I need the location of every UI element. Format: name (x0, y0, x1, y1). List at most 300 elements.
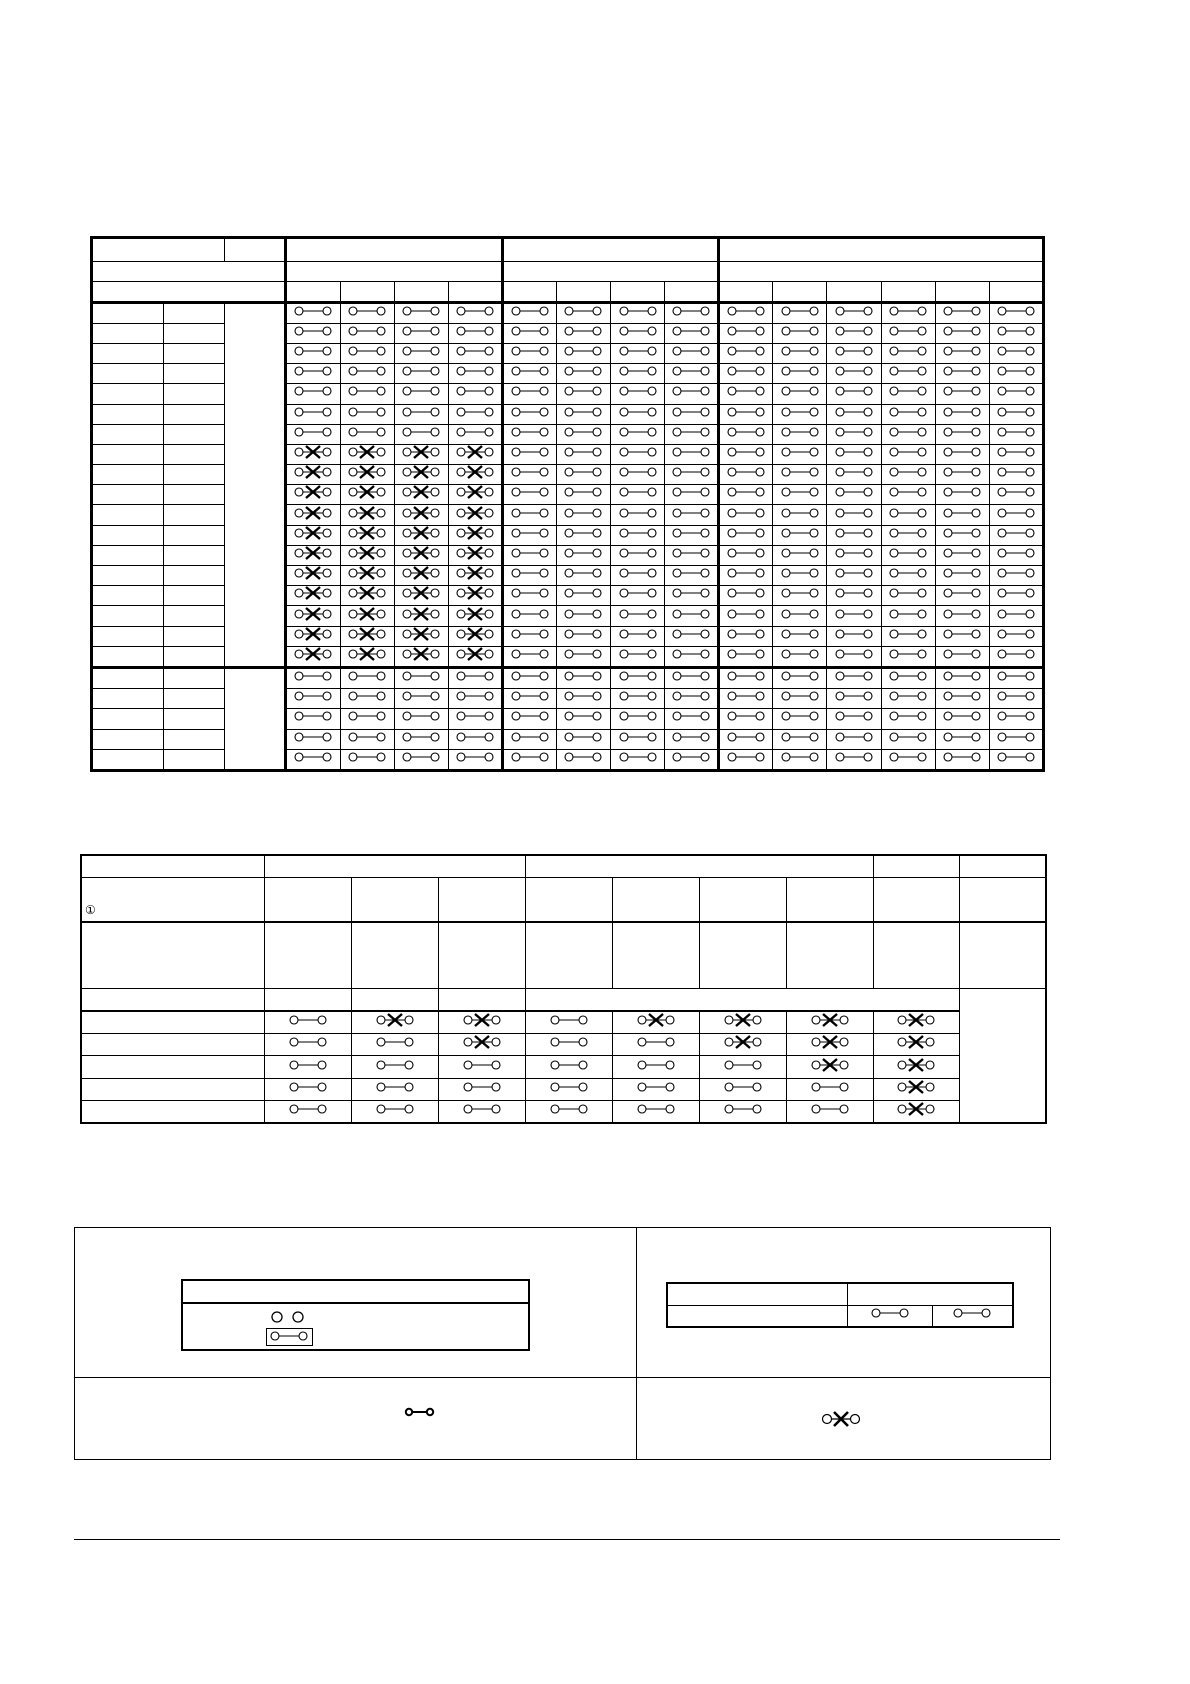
jumper-cell (719, 444, 773, 464)
jumper-cell (665, 606, 719, 626)
jumper-connected-icon (293, 689, 333, 703)
header-cell (92, 238, 225, 262)
jumper-connected-icon (888, 647, 928, 661)
jumper-cell (719, 302, 773, 323)
jumper-connected-icon (780, 304, 820, 318)
jumper-connected-icon (563, 689, 603, 703)
jumper-connected-icon (347, 669, 387, 683)
jumper-cell (935, 689, 989, 709)
jumper-connected-icon (293, 324, 333, 338)
jumper-connected-icon (618, 669, 658, 683)
jumper-cell (773, 444, 827, 464)
jumper-cell (773, 749, 827, 770)
jumper-cell (502, 505, 556, 525)
note-cell (81, 877, 264, 922)
row-label-cell (164, 364, 225, 384)
table-row (92, 667, 1044, 688)
jumper-cell (340, 626, 394, 646)
row-label-cell (164, 302, 225, 323)
jumper-connected-icon (888, 730, 928, 744)
jumper-connected-icon (671, 566, 711, 580)
header-group-2 (502, 238, 718, 262)
jumper-cell (881, 586, 935, 606)
jumper-cell (719, 323, 773, 343)
jumper-table-1-body (92, 238, 1044, 771)
jumper-connected-icon (510, 304, 550, 318)
jumper-connected-icon (510, 425, 550, 439)
jumper-connected-icon (726, 465, 766, 479)
jumper-cell (351, 1011, 438, 1033)
jumper-connected-icon (834, 709, 874, 723)
jumper-cut-icon (462, 1013, 502, 1027)
jumper-connected-icon (942, 586, 982, 600)
jumper-connected-icon (834, 384, 874, 398)
jumper-connected-icon (671, 750, 711, 764)
jumper-connected-icon (671, 607, 711, 621)
jumper-cut-icon (455, 566, 495, 580)
jumper-cell (264, 1011, 351, 1033)
jumper-cut-icon (401, 566, 441, 580)
jumper-cell (699, 1011, 786, 1033)
jumper-cut-icon (636, 1013, 676, 1027)
jumper-cell (719, 545, 773, 565)
jumper-cut-icon (455, 485, 495, 499)
jumper-connected-icon (618, 324, 658, 338)
jumper-connected-icon (942, 485, 982, 499)
jumper-connected-icon (269, 1329, 309, 1343)
jumper-cell (989, 667, 1043, 688)
jumper-cell (935, 646, 989, 667)
jumper-cut-icon (293, 627, 333, 641)
jumper-connected-icon (563, 669, 603, 683)
jumper-cell (264, 1034, 351, 1056)
jumper-connected-icon (888, 384, 928, 398)
jumper-connected-icon (401, 304, 441, 318)
jumper-connected-icon (834, 405, 874, 419)
row-label-cell (164, 689, 225, 709)
jumper-cell (502, 323, 556, 343)
jumper-connected-icon (563, 566, 603, 580)
jumper-cut-icon (401, 465, 441, 479)
jumper-cell (827, 646, 881, 667)
jumper-connected-icon (455, 730, 495, 744)
jumper-connected-icon (510, 506, 550, 520)
jumper-connected-icon (834, 669, 874, 683)
jumper-cell (665, 404, 719, 424)
jumper-cell (394, 485, 448, 505)
jumper-connected-icon (636, 1035, 676, 1049)
header-cell (351, 922, 438, 989)
jumper-connected-icon (888, 689, 928, 703)
jumper-cell (665, 525, 719, 545)
jumper-cell (699, 1034, 786, 1056)
jumper-cell (847, 1305, 932, 1327)
jumper-cell (989, 709, 1043, 729)
header-cell (786, 877, 873, 922)
jumper-connected-icon (780, 324, 820, 338)
jumper-connected-icon (455, 750, 495, 764)
jumper-cell (989, 323, 1043, 343)
jumper-cell (502, 749, 556, 770)
jumper-connected-icon (726, 425, 766, 439)
jumper-cell (611, 606, 665, 626)
jumper-cell (448, 302, 502, 323)
jumper-connected-icon (401, 324, 441, 338)
jumper-cell (340, 709, 394, 729)
jumper-cell (286, 667, 340, 688)
jumper-connected-icon (293, 344, 333, 358)
jumper-connected-icon (510, 607, 550, 621)
jumper-cell (286, 404, 340, 424)
column-header (665, 282, 719, 302)
open-pads-icon (267, 1309, 311, 1325)
jumper-cell (827, 323, 881, 343)
jumper-cell (827, 586, 881, 606)
header-group-1 (264, 855, 525, 877)
jumper-cell (448, 465, 502, 485)
jumper-connected-icon (996, 384, 1036, 398)
header-subgroup-3 (719, 262, 1044, 282)
jumper-connected-icon (726, 689, 766, 703)
jumper-cell (773, 465, 827, 485)
row-label-cell (92, 384, 164, 404)
jumper-cell (340, 444, 394, 464)
jumper-cell (827, 444, 881, 464)
row-label-cell (92, 566, 164, 586)
jumper-connected-icon (726, 750, 766, 764)
jumper-cell (556, 424, 610, 444)
jumper-cut-icon (810, 1013, 850, 1027)
jumper-connected-icon (726, 364, 766, 378)
jumper-cell (502, 729, 556, 749)
row-label-cell (164, 729, 225, 749)
jumper-connected-icon (671, 526, 711, 540)
jumper-connected-icon (618, 384, 658, 398)
jumper-cell (264, 1056, 351, 1078)
row-label-cell (92, 606, 164, 626)
jumper-connected-icon (401, 689, 441, 703)
row-label-cell (92, 444, 164, 464)
jumper-connected-icon (780, 384, 820, 398)
jumper-cell (611, 485, 665, 505)
jumper-cell (340, 424, 394, 444)
jumper-connected-icon (347, 709, 387, 723)
jumper-cell (719, 384, 773, 404)
jumper-connected-icon (834, 506, 874, 520)
jumper-cell (394, 545, 448, 565)
jumper-cell (881, 384, 935, 404)
header-cell (81, 922, 264, 989)
table-row (81, 1056, 1046, 1078)
jumper-cell (286, 729, 340, 749)
jumper-connected-icon (510, 384, 550, 398)
jumper-cell (827, 404, 881, 424)
jumper-cell (264, 1101, 351, 1123)
jumper-cell (665, 689, 719, 709)
jumper-cell (556, 586, 610, 606)
jumper-connected-icon (563, 750, 603, 764)
jumper-cell (394, 384, 448, 404)
jumper-cell (556, 606, 610, 626)
jumper-connected-icon (288, 1013, 328, 1027)
jumper-cell (611, 343, 665, 363)
jumper-connected-icon (780, 485, 820, 499)
row-label-cell (164, 606, 225, 626)
jumper-connected-icon (347, 425, 387, 439)
jumper-connected-icon (888, 607, 928, 621)
jumper-cell (827, 606, 881, 626)
jumper-connected-icon (563, 425, 603, 439)
jumper-connected-icon (726, 647, 766, 661)
jumper-connected-icon (780, 709, 820, 723)
jumper-connected-icon (834, 546, 874, 560)
jumper-connected-icon (510, 526, 550, 540)
jumper-cell (264, 1078, 351, 1100)
jumper-cell (881, 606, 935, 626)
jumper-cell (286, 343, 340, 363)
header-cell (786, 922, 873, 989)
jumper-connected-icon (455, 709, 495, 723)
row-label-cell (81, 1034, 264, 1056)
jumper-cell (665, 626, 719, 646)
jumper-cell (525, 1056, 612, 1078)
jumper-cell (612, 1034, 699, 1056)
jumper-connected-icon (888, 566, 928, 580)
jumper-connected-icon (455, 304, 495, 318)
merged-cell (225, 302, 286, 667)
jumper-cell (719, 566, 773, 586)
jumper-connected-icon (996, 364, 1036, 378)
jumper-cell (448, 545, 502, 565)
jumper-cell (773, 302, 827, 323)
jumper-connected-icon (942, 709, 982, 723)
jumper-cell (719, 749, 773, 770)
jumper-cell (340, 302, 394, 323)
jumper-cell (665, 384, 719, 404)
column-header (773, 282, 827, 302)
t3-data-row (667, 1305, 1013, 1327)
jumper-connected-icon (996, 344, 1036, 358)
legend-box (74, 1227, 1051, 1460)
jumper-connected-icon (510, 485, 550, 499)
merged-cell (225, 667, 286, 770)
jumper-cell (611, 566, 665, 586)
jumper-cell (340, 525, 394, 545)
jumper-cell (448, 525, 502, 545)
jumper-connected-icon (996, 607, 1036, 621)
jumper-connected-icon (288, 1102, 328, 1116)
jumper-connected-icon (293, 364, 333, 378)
jumper-cut-icon (401, 506, 441, 520)
header-row-3 (92, 282, 1044, 302)
jumper-connected-icon (563, 405, 603, 419)
jumper-connected-icon (636, 1058, 676, 1072)
jumper-connected-icon (780, 445, 820, 459)
jumper-cell (502, 646, 556, 667)
jumper-cell (556, 465, 610, 485)
jumper-table-2-body (81, 855, 1046, 1123)
jumper-cell (989, 465, 1043, 485)
jumper-connected-icon (510, 647, 550, 661)
jumper-cell (665, 749, 719, 770)
jumper-cell (351, 1078, 438, 1100)
jumper-cell (989, 404, 1043, 424)
jumper-cell (286, 424, 340, 444)
header-cell (612, 922, 699, 989)
jumper-cell (935, 709, 989, 729)
jumper-cell (448, 343, 502, 363)
jumper-cell (394, 626, 448, 646)
jumper-cut-icon (896, 1080, 936, 1094)
jumper-cut-icon (293, 445, 333, 459)
jumper-cell (989, 646, 1043, 667)
jumper-cell (881, 689, 935, 709)
jumper-cell (935, 444, 989, 464)
jumper-connected-icon (942, 405, 982, 419)
jumper-cell (286, 323, 340, 343)
jumper-cell (935, 323, 989, 343)
header-cell (264, 877, 351, 922)
jumper-connected-icon (618, 364, 658, 378)
jumper-connected-icon (723, 1058, 763, 1072)
jumper-connected-icon (942, 506, 982, 520)
jumper-cut-icon (401, 586, 441, 600)
jumper-cell (665, 424, 719, 444)
jumper-cell (665, 709, 719, 729)
jumper-cell (935, 485, 989, 505)
jumper-connected-icon (671, 445, 711, 459)
jumper-connected-icon (563, 384, 603, 398)
jumper-connected-icon (375, 1080, 415, 1094)
jumper-cell (448, 667, 502, 688)
row-label-cell (92, 404, 164, 424)
jumper-cell (881, 302, 935, 323)
row-label-cell (81, 1056, 264, 1078)
jumper-connected-icon (563, 607, 603, 621)
jumper-cell (989, 545, 1043, 565)
jumper-cell (989, 749, 1043, 770)
jumper-cut-icon (401, 627, 441, 641)
jumper-connected-icon (780, 465, 820, 479)
jumper-connected-icon (455, 425, 495, 439)
jumper-connected-icon (888, 709, 928, 723)
header-cell (81, 855, 264, 877)
jumper-cell (611, 302, 665, 323)
jumper-connected-icon (618, 425, 658, 439)
jumper-connected-icon (834, 344, 874, 358)
header-cell (612, 877, 699, 922)
jumper-cell (989, 505, 1043, 525)
jumper-cell (502, 404, 556, 424)
jumper-cell (556, 364, 610, 384)
jumper-cell (881, 566, 935, 586)
row-label-cell (92, 465, 164, 485)
jumper-cell (448, 586, 502, 606)
jumper-connected-icon (288, 1058, 328, 1072)
jumper-cell (448, 323, 502, 343)
jumper-cell (340, 323, 394, 343)
jumper-cell (827, 343, 881, 363)
jumper-cut-icon (810, 1058, 850, 1072)
jumper-cell (448, 485, 502, 505)
jumper-cell (394, 667, 448, 688)
jumper-connected-icon (723, 1080, 763, 1094)
jumper-cell (989, 689, 1043, 709)
jumper-cell (719, 404, 773, 424)
jumper-cell (394, 465, 448, 485)
jumper-cell (556, 566, 610, 586)
jumper-connected-icon (996, 647, 1036, 661)
jumper-cell (873, 1078, 959, 1100)
jumper-connected-icon (563, 526, 603, 540)
jumper-cut-icon (401, 546, 441, 560)
jumper-cell (502, 626, 556, 646)
jumper-cell (786, 1101, 873, 1123)
jumper-cell (719, 646, 773, 667)
jumper-cell (340, 689, 394, 709)
jumper-cell (340, 729, 394, 749)
jumper-cut-icon (347, 445, 387, 459)
jumper-connected-icon (888, 627, 928, 641)
row-label-cell (92, 424, 164, 444)
jumper-cell (556, 404, 610, 424)
jumper-cell (340, 667, 394, 688)
jumper-cell (340, 465, 394, 485)
jumper-connected-icon (834, 304, 874, 318)
jumper-cell (286, 689, 340, 709)
jumper-connected-icon (618, 465, 658, 479)
jumper-connected-icon (834, 586, 874, 600)
jumper-cell (935, 667, 989, 688)
jumper-connected-icon (510, 344, 550, 358)
jumper-cell (502, 689, 556, 709)
row-label-cell (164, 709, 225, 729)
jumper-cell (665, 302, 719, 323)
jumper-cut-icon (293, 526, 333, 540)
jumper-connected-icon (636, 1080, 676, 1094)
jumper-cell (286, 586, 340, 606)
jumper-connected-icon (726, 506, 766, 520)
jumper-connected-icon (726, 546, 766, 560)
jumper-cut-icon (810, 1035, 850, 1049)
header-cell (959, 922, 1046, 989)
jumper-cell (448, 566, 502, 586)
jumper-cell (556, 729, 610, 749)
jumper-connected-icon (726, 324, 766, 338)
jumper-connected-icon (726, 586, 766, 600)
jumper-cell (448, 689, 502, 709)
footer-rule (74, 1539, 1060, 1540)
jumper-connected-icon (510, 669, 550, 683)
jumper-cell (773, 505, 827, 525)
jumper-cell (773, 566, 827, 586)
jumper-cell (448, 606, 502, 626)
column-header (448, 282, 502, 302)
jumper-cell (827, 626, 881, 646)
jumper-cell (827, 384, 881, 404)
jumper-connected-icon (618, 405, 658, 419)
jumper-connected-icon (780, 647, 820, 661)
jumper-cell (786, 1034, 873, 1056)
jumper-cell (989, 424, 1043, 444)
row-label-cell (92, 689, 164, 709)
header-cell (92, 262, 286, 282)
jumper-cell (665, 444, 719, 464)
jumper-cell (827, 302, 881, 323)
jumper-connected-icon (671, 627, 711, 641)
jumper-cut-icon (462, 1035, 502, 1049)
jumper-cell (989, 606, 1043, 626)
